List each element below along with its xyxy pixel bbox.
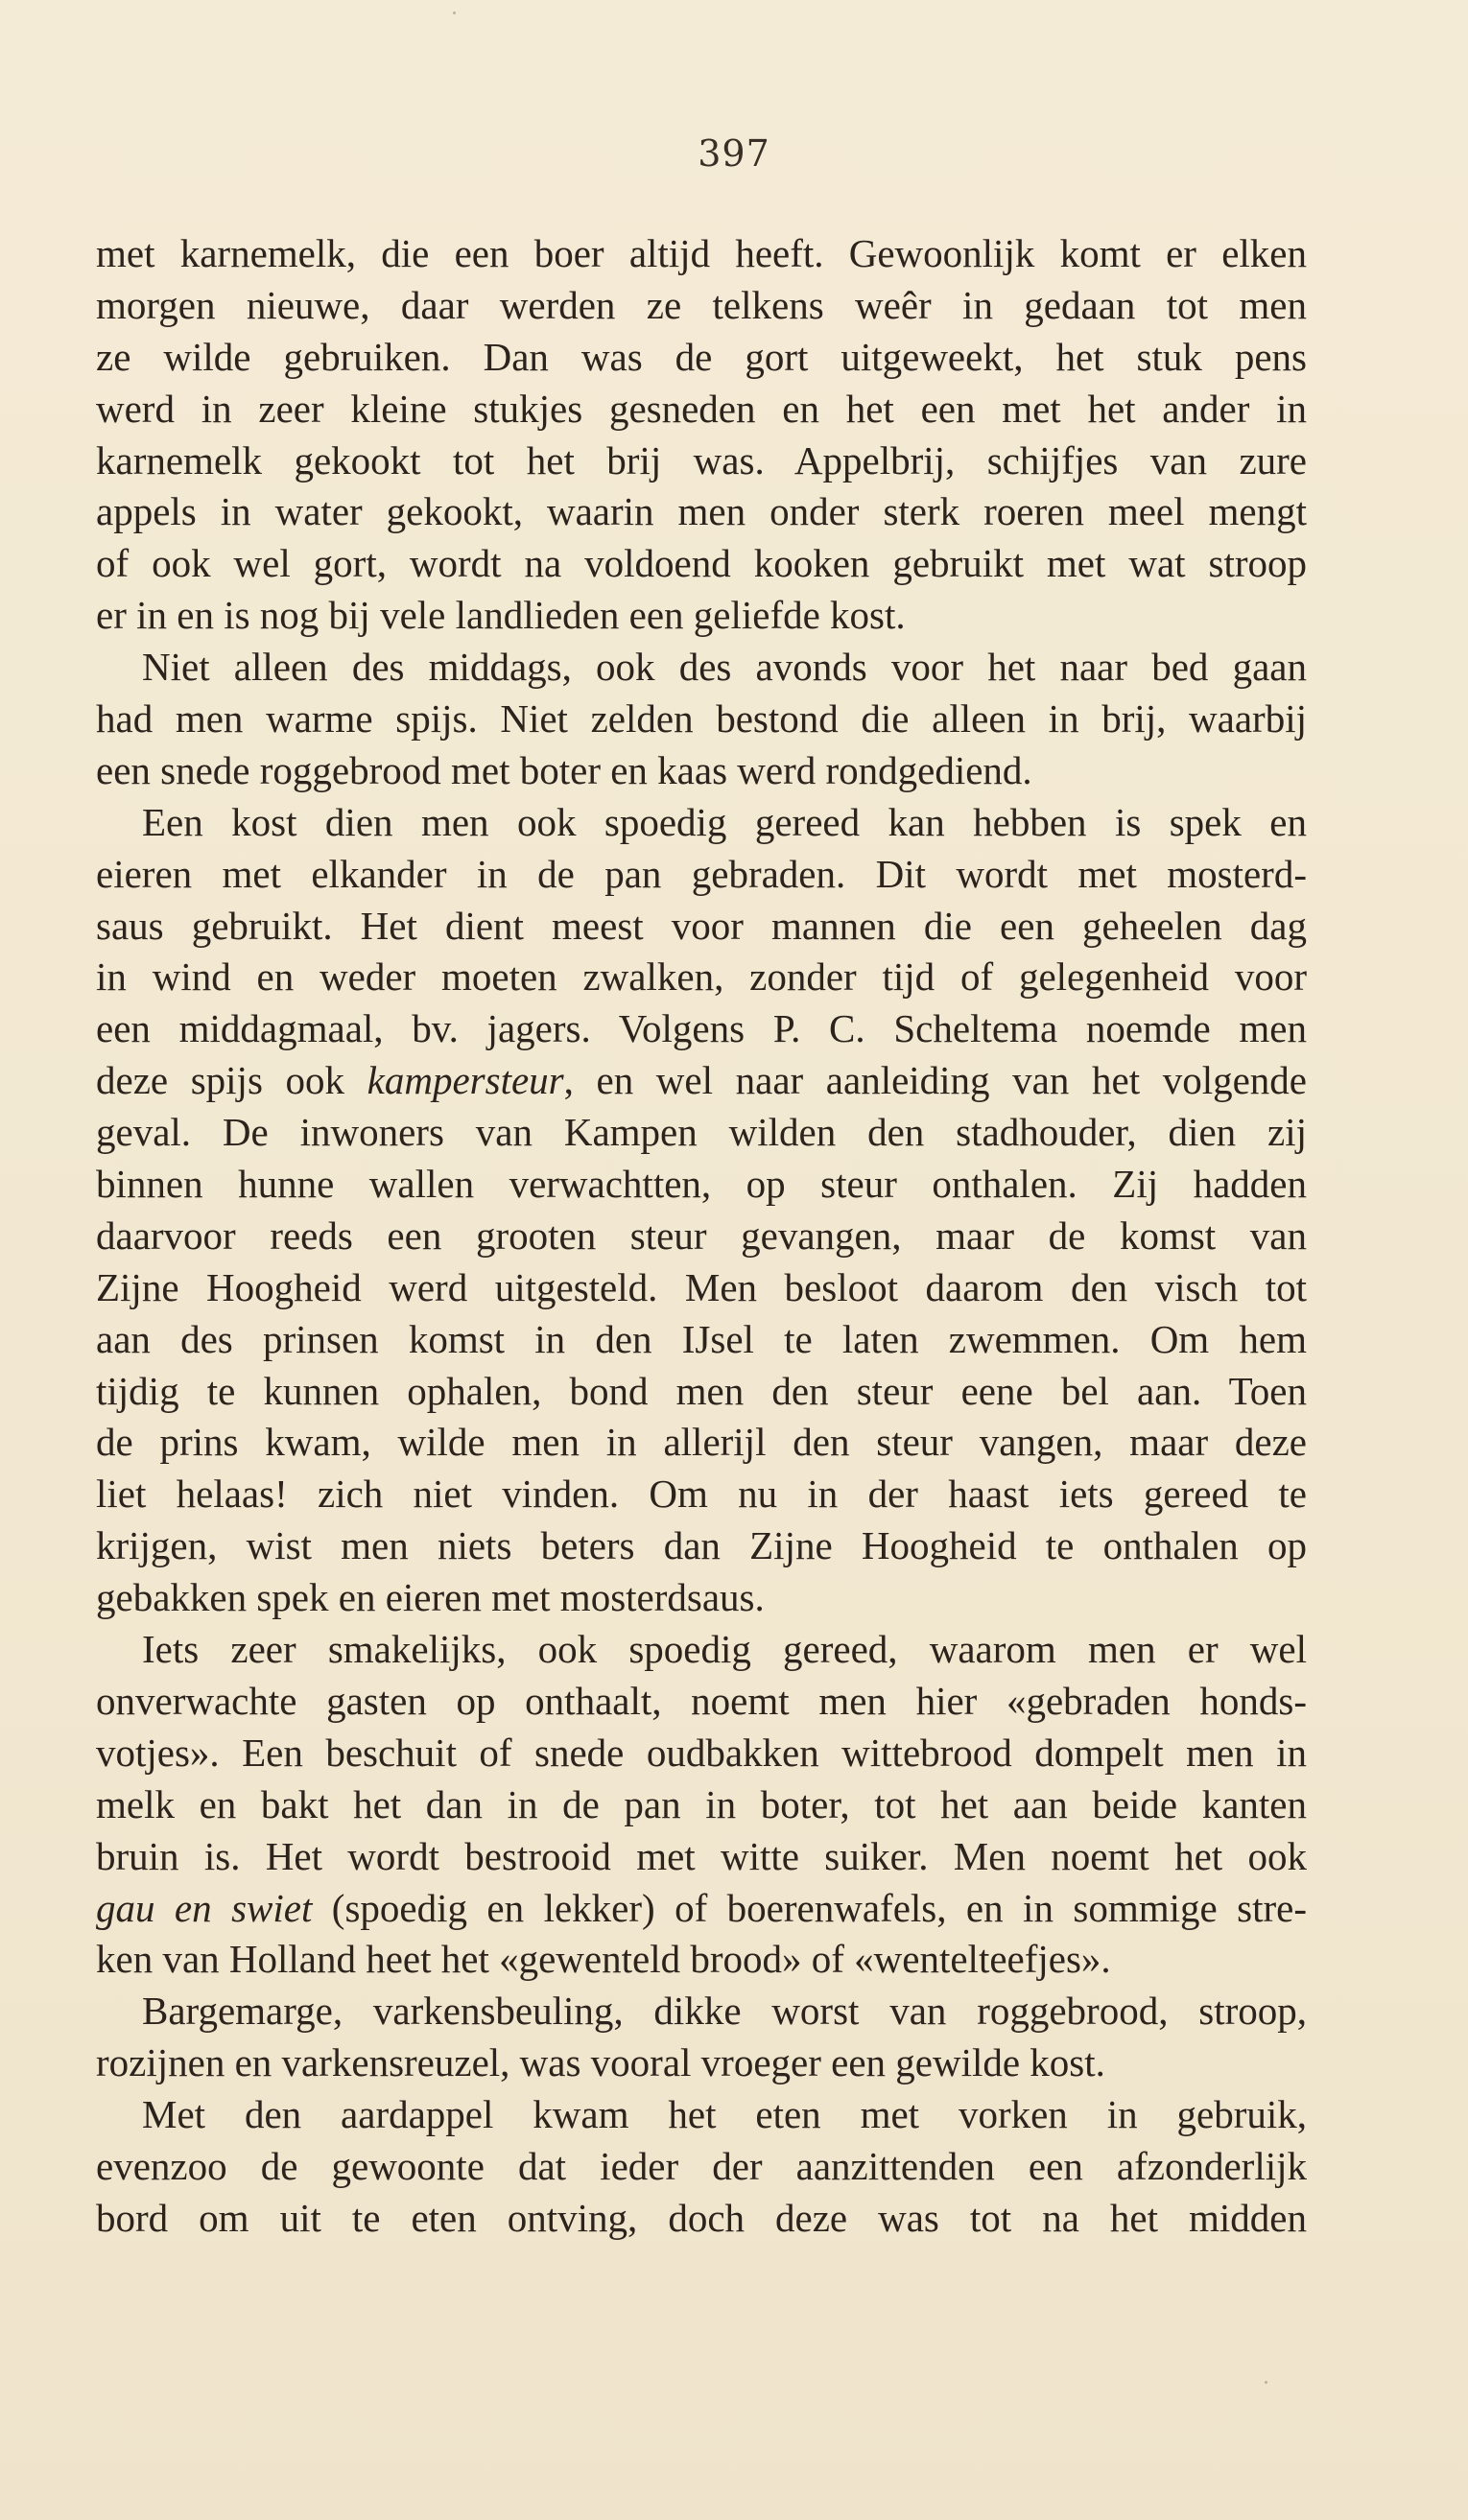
text-line: [96, 1779, 1307, 1831]
text-line: [96, 1831, 1307, 1883]
line-text: een snede roggebrood met boter en kaas werd rondgediend.: [96, 747, 1032, 792]
text-line: [96, 952, 1307, 1003]
body-text: [96, 228, 1307, 2245]
line-text: of ook wel gort, wordt na voldoend kooken gebruikt met wat stroop: [96, 541, 1307, 586]
text-line: [96, 2141, 1307, 2193]
line-text: geval. De inwoners van Kampen wilden den stadhouder, dien zij: [96, 1110, 1307, 1155]
line-text: binnen hunne wallen verwachtten, op steur onthalen. Zij hadden: [96, 1162, 1307, 1207]
line-text: gebakken spek en eieren met mosterdsaus.: [96, 1575, 765, 1620]
line-text: de prins kwam, wilde men in allerijl den steur vangen, maar deze: [96, 1420, 1307, 1465]
text-line: [96, 1003, 1307, 1055]
italic-term: gau en swiet: [96, 1885, 313, 1930]
line-text: melk en bakt het dan in de pan in boter, tot het aan beide kanten: [96, 1781, 1307, 1826]
text-line: [96, 849, 1307, 901]
text-line: [96, 642, 1307, 694]
paper-speck: [1265, 2381, 1267, 2384]
line-text: Een kost dien men ook spoedig gereed kan hebben is spek en: [142, 799, 1307, 844]
text-line: [96, 1934, 1307, 1986]
text-line: [96, 1107, 1307, 1159]
line-text: votjes». Een beschuit of snede oudbakken wittebrood dompelt men in: [96, 1730, 1307, 1775]
line-text: er in en is nog bij vele landlieden een geliefde kost.: [96, 593, 906, 638]
line-text: rozijnen en varkensreuzel, was vooral vroeger een gewilde kost.: [96, 2040, 1105, 2085]
line-text: Zijne Hoogheid werd uitgesteld. Men besloot daarom den visch tot: [96, 1264, 1307, 1309]
line-text: Niet alleen des middags, ook des avonds voor het naar bed gaan: [142, 645, 1307, 690]
text-line: [96, 1520, 1307, 1572]
text-line: [96, 1469, 1307, 1520]
text-line: [96, 2193, 1307, 2245]
line-text: Bargemarge, varkensbeuling, dikke worst van roggebrood, stroop,: [142, 1989, 1307, 2034]
line-text: in wind en weder moeten zwalken, zonder tijd of gelegenheid voor: [96, 954, 1307, 1000]
text-line: [96, 332, 1307, 384]
page-number: 397: [698, 132, 770, 175]
italic-term: kampersteur: [367, 1058, 564, 1103]
text-line: [96, 1055, 1307, 1107]
text-line: [96, 486, 1307, 538]
text-line: [96, 590, 1307, 642]
text-line: [96, 384, 1307, 436]
text-line: [96, 1159, 1307, 1211]
line-text: ken van Holland heet het «gewenteld brood» of «wentelteefjes».: [96, 1937, 1111, 1982]
line-text: , en wel naar aanleiding van het volgende: [563, 1058, 1307, 1103]
line-text: met karnemelk, die een boer altijd heeft. Gewoonlijk komt er elken: [96, 231, 1307, 275]
text-line: [96, 1728, 1307, 1779]
line-text: krijgen, wist men niets beters dan Zijne Hoogheid te onthalen op: [96, 1523, 1307, 1568]
text-line: [96, 436, 1307, 487]
line-text: bord om uit te eten ontving, doch deze was tot na het midden: [96, 2195, 1307, 2240]
text-line: [96, 1366, 1307, 1418]
text-line: [96, 1676, 1307, 1728]
line-text: Met den aardappel kwam het eten met vorken in gebruik,: [142, 2092, 1307, 2137]
line-text: morgen nieuwe, daar werden ze telkens weêr in gedaan tot men: [96, 282, 1307, 327]
line-text: karnemelk gekookt tot het brij was. Appelbrij, schijfjes van zure: [96, 437, 1307, 483]
line-text: tijdig te kunnen ophalen, bond men den steur eene bel aan. Toen: [96, 1368, 1307, 1413]
line-text: liet helaas! zich niet vinden. Om nu in der haast iets gereed te: [96, 1472, 1307, 1517]
line-text: Iets zeer smakelijks, ook spoedig gereed, waarom men er wel: [142, 1627, 1307, 1672]
line-text: evenzoo de gewoonte dat ieder der aanzittenden een afzonderlijk: [96, 2143, 1307, 2188]
paper-speck: [453, 12, 456, 14]
text-line: [96, 1314, 1307, 1366]
line-text: saus gebruikt. Het dient meest voor mannen die een geheelen dag: [96, 903, 1307, 948]
text-line: [96, 228, 1307, 280]
text-line: [96, 745, 1307, 797]
line-text: deze spijs ook: [96, 1058, 367, 1103]
line-text: appels in water gekookt, waarin men onder sterk roeren meel mengt: [96, 489, 1307, 534]
text-line: [96, 1986, 1307, 2037]
text-line: [96, 280, 1307, 332]
text-line: [96, 694, 1307, 745]
line-text: ze wilde gebruiken. Dan was de gort uitgeweekt, het stuk pens: [96, 334, 1307, 379]
line-text: daarvoor reeds een grooten steur gevangen, maar de komst van: [96, 1213, 1307, 1258]
line-text: aan des prinsen komst in den IJsel te laten zwemmen. Om hem: [96, 1316, 1307, 1361]
text-line: [96, 2089, 1307, 2141]
line-text: eieren met elkander in de pan gebraden. Dit wordt met mosterd-: [96, 851, 1307, 896]
line-text: onverwachte gasten op onthaalt, noemt men hier «gebraden honds-: [96, 1678, 1307, 1723]
text-line: [96, 797, 1307, 849]
line-text: bruin is. Het wordt bestrooid met witte suiker. Men noemt het ook: [96, 1833, 1307, 1878]
text-line: [96, 1262, 1307, 1314]
line-text: had men warme spijs. Niet zelden bestond die alleen in brij, waarbij: [96, 696, 1307, 742]
text-line: [96, 901, 1307, 953]
line-text: een middagmaal, bv. jagers. Volgens P. C. Scheltema noemde men: [96, 1006, 1307, 1051]
text-line: [96, 1883, 1307, 1935]
line-text: (spoedig en lekker) of boerenwafels, en in sommige stre-: [312, 1885, 1307, 1930]
text-line: [96, 1572, 1307, 1624]
text-line: [96, 1417, 1307, 1469]
text-line: [96, 1624, 1307, 1676]
text-line: [96, 538, 1307, 590]
text-line: [96, 1211, 1307, 1262]
text-line: [96, 2037, 1307, 2089]
line-text: werd in zeer kleine stukjes gesneden en het een met het ander in: [96, 386, 1307, 431]
